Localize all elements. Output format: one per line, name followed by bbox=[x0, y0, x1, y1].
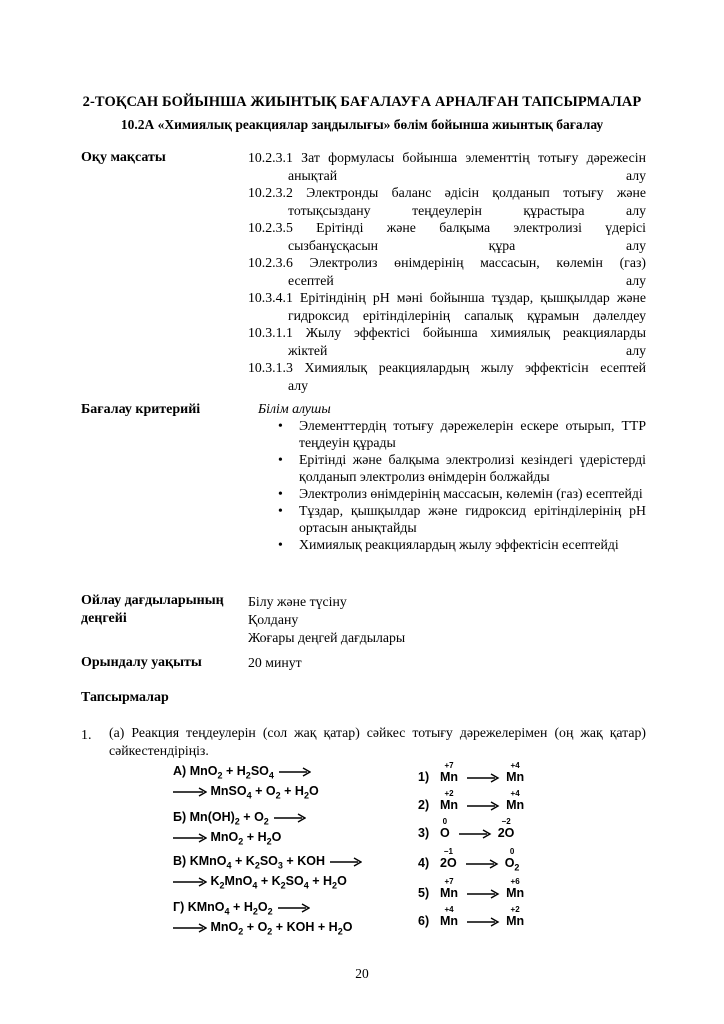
objective-text-continued: тотықсыздану теңдеулерін құрастыра алу bbox=[288, 202, 646, 218]
arrow-icon bbox=[328, 857, 362, 867]
objective-text-continued: жіктей алу bbox=[288, 342, 646, 358]
reaction-v-line2: $K_2MnO_4 + K_2SO_4 + H_2O$ bbox=[173, 874, 347, 891]
arrow-icon bbox=[462, 773, 502, 783]
objective-code: 10.3.4.1 bbox=[248, 290, 293, 305]
arrow-icon bbox=[173, 923, 207, 933]
element-from: −1 2O bbox=[440, 847, 457, 870]
criteria-list bbox=[258, 417, 646, 553]
arrow-icon bbox=[461, 859, 501, 869]
duration-label: Орындалу уақыты bbox=[81, 655, 202, 670]
criteria-item: • Тұздар, қышқылдар және гидроксид ерітінділерінің рН ортасын анықтайды bbox=[278, 503, 646, 535]
element-to: +4 Mn bbox=[506, 789, 525, 812]
arrow-icon bbox=[462, 917, 502, 927]
level-item: Жоғары деңгей дағдылары bbox=[248, 630, 406, 645]
objective-text-continued: гидроксид ерітінділерінің сапалық құрамын дәлелдеу bbox=[288, 307, 646, 323]
criteria-item: • Элементтердің тотығу дәрежелерін ескере отырып, ТТР теңдеуін құрады bbox=[278, 418, 646, 450]
objective-code: 10.2.3.1 bbox=[248, 150, 293, 165]
arrow-icon bbox=[277, 767, 311, 777]
objective-item bbox=[248, 359, 646, 394]
objective-code: 10.3.1.3 bbox=[248, 360, 293, 375]
objective-text-continued: алу bbox=[288, 377, 309, 393]
objective-item bbox=[248, 219, 646, 254]
level-item: Қолдану bbox=[248, 612, 299, 627]
page-title: 2-ТОҚСАН БОЙЫНША ЖИЫНТЫҚ БАҒАЛАУҒА АРНАЛҒАН ТАПСЫРМАЛАР bbox=[82, 94, 642, 110]
reaction-a-line1: А) $MnO_2 + H_2SO_4$ bbox=[173, 764, 311, 781]
level-item: Білу және түсіну bbox=[248, 594, 347, 609]
criteria-item: • Химиялық реакциялардың жылу эффектісін есептейді bbox=[278, 537, 619, 552]
reaction-g-line1: Г) KMnO$_4$ + $H_2O_2$ bbox=[173, 900, 310, 917]
objective-item bbox=[248, 149, 646, 184]
reaction-b-line1: Б) $Mn(OH)_2 + O_2$ bbox=[173, 810, 306, 827]
objective-code: 10.3.1.1 bbox=[248, 325, 293, 340]
objective-text: Электронды баланс әдісін қолданып тотығу және bbox=[306, 185, 646, 200]
element-from: 0 O bbox=[440, 817, 450, 840]
oxidation-item: 4) −1 2O 0 $O_2$ bbox=[418, 847, 520, 873]
element-from: +7 Mn bbox=[440, 877, 459, 900]
objective-item bbox=[248, 289, 646, 324]
task-text: (а) Реакция теңдеулерін (сол жақ қатар) сәйкес тотығу дәрежелерімен (оң жақ қатар) сәйкестендіріңіз. bbox=[109, 725, 646, 758]
duration-value: 20 минут bbox=[248, 655, 302, 670]
objective-text: Ерітіндінің рН мәні бойынша тұздар, қышқылдар және bbox=[299, 290, 646, 305]
element-from: +7 Mn bbox=[440, 761, 459, 784]
criteria-label: Бағалау критерийі bbox=[81, 402, 201, 417]
task-number: 1. bbox=[81, 728, 92, 743]
learner-label: Білім алушы bbox=[258, 401, 331, 416]
objective-text-continued: есептей алу bbox=[288, 272, 646, 288]
criteria-block bbox=[258, 400, 646, 553]
page-number: 20 bbox=[355, 966, 369, 981]
reaction-g-line2: $MnO_2 + O_2$ + KOH + $H_2O$ bbox=[173, 920, 352, 937]
objectives-label: Оқу мақсаты bbox=[81, 150, 166, 165]
bullet-icon: • bbox=[278, 503, 283, 518]
objective-text-continued: анықтай алу bbox=[288, 167, 646, 183]
element-from: +2 Mn bbox=[440, 789, 459, 812]
criteria-item: • Ерітінді және балқыма электролизі кезіндегі үдерістерді қолданып электролиз өнімдерін болжайды bbox=[278, 452, 646, 484]
objective-code: 10.2.3.6 bbox=[248, 255, 293, 270]
objective-item bbox=[248, 324, 646, 359]
arrow-icon bbox=[462, 801, 502, 811]
objective-text: Зат формуласы бойынша элементтің тотығу дәрежесін bbox=[301, 150, 646, 165]
objective-item bbox=[248, 184, 646, 219]
objective-text-continued: сызбанұсқасын құра алу bbox=[288, 237, 646, 253]
arrow-icon bbox=[173, 833, 207, 843]
bullet-icon: • bbox=[278, 418, 283, 433]
objective-code: 10.2.3.5 bbox=[248, 220, 293, 235]
objective-text: Ерітінді және балқыма электролизі үдерісі bbox=[316, 220, 646, 235]
tasks-label: Тапсырмалар bbox=[81, 690, 169, 705]
thinking-label: Ойлау дағдыларының деңгейі bbox=[81, 593, 224, 626]
bullet-icon: • bbox=[278, 537, 283, 552]
objective-code: 10.2.3.2 bbox=[248, 185, 293, 200]
bullet-icon: • bbox=[278, 486, 283, 501]
oxidation-item: 3) 0 O −2 2O bbox=[418, 817, 515, 840]
arrow-icon bbox=[272, 813, 306, 823]
arrow-icon bbox=[173, 787, 207, 797]
bullet-icon: • bbox=[278, 452, 283, 467]
oxidation-item: 1) +7 Mn +4 Mn bbox=[418, 761, 525, 784]
element-to: −2 2O bbox=[497, 817, 515, 840]
criteria-item: • Электролиз өнімдерінің массасын, көлемін (газ) есептейді bbox=[278, 486, 643, 501]
element-to: +6 Mn bbox=[506, 877, 525, 900]
objective-text: Химиялық реакциялардың жылу эффектісін есептей bbox=[304, 360, 646, 375]
element-to: 0 $O_2$ bbox=[504, 847, 520, 873]
arrow-icon bbox=[454, 829, 494, 839]
element-to: +2 Mn bbox=[506, 905, 525, 928]
section-title: 10.2А «Химиялық реакциялар заңдылығы» бөлім бойынша жиынтық бағалау bbox=[120, 117, 604, 132]
oxidation-item: 6) +4 Mn +2 Mn bbox=[418, 905, 525, 928]
arrow-icon bbox=[173, 877, 207, 887]
thinking-levels bbox=[248, 593, 405, 647]
element-from: +4 Mn bbox=[440, 905, 459, 928]
objective-text: Электролиз өнімдерінің массасын, көлемін (газ) bbox=[309, 255, 646, 270]
element-to: +4 Mn bbox=[506, 761, 525, 784]
reaction-b-line2: $MnO_2 + H_2O$ bbox=[173, 830, 281, 847]
objective-text: Жылу эффектісі бойынша химиялық реакцияларды bbox=[305, 325, 647, 340]
arrow-icon bbox=[276, 903, 310, 913]
oxidation-item: 2) +2 Mn +4 Mn bbox=[418, 789, 525, 812]
oxidation-item: 5) +7 Mn +6 Mn bbox=[418, 877, 525, 900]
reaction-v-line1: В) KMnO$_4$ + $K_2SO_3$ + KOH bbox=[173, 854, 362, 871]
objectives-list bbox=[248, 149, 646, 394]
arrow-icon bbox=[462, 889, 502, 899]
reaction-a-line2: MnSO$_4$ + $O_2 + H_2O$ bbox=[173, 784, 319, 801]
objective-item bbox=[248, 254, 646, 289]
